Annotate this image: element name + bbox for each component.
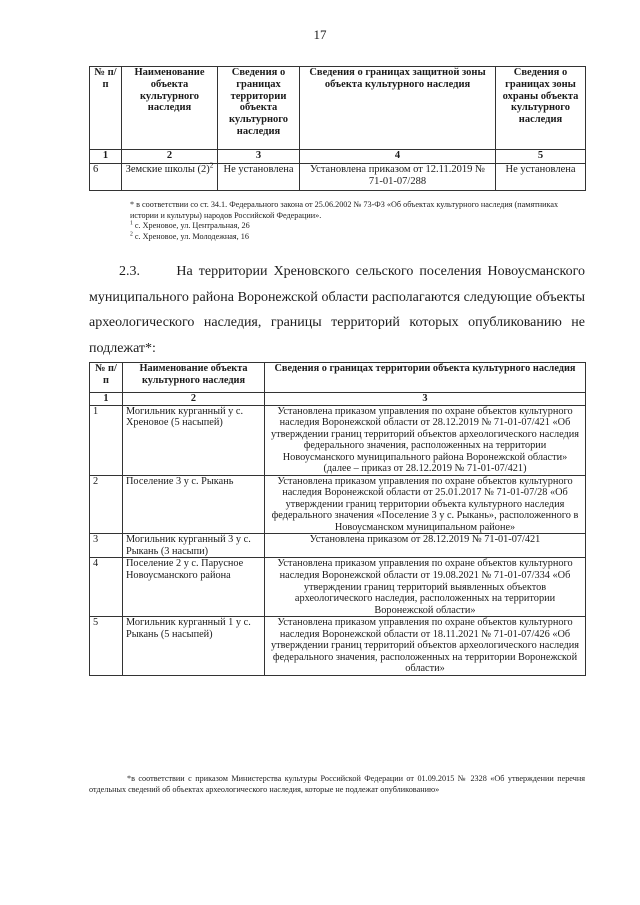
territory-cell: Установлена приказом управления по охране объектов культурного наследия Воронежской области от 19.08.2021 № 71-01-07/334 «Об утверждении границ территорий выявленных объектов археологического наследия, расположенных на территории Воронежской области» <box>265 558 586 617</box>
footnote-text: *в соответствии с приказом Министерства культуры Российской Федерации от 01.09.2015 № 2328 «Об утверждении перечня отдельных сведений об объектах археологического наследия, которые не подлежат опубликованию» <box>89 774 585 795</box>
section-number: 2.3. <box>119 264 140 279</box>
section-paragraph <box>89 259 585 361</box>
footnote-2 <box>102 232 588 243</box>
territory-cell: Установлена приказом управления по охране объектов культурного наследия Воронежской области от 25.01.2017 № 71-01-07/28 «Об утверждении границ территории объекта культурного наследия федерального значения «Поселение 3 у с. Рыкань», расположенного в Новоусманском муниципальном районе» <box>265 475 586 534</box>
column-header-protection-zone: Сведения о границах зоны охраны объекта культурного наследия <box>496 67 586 150</box>
column-number-row <box>90 150 586 164</box>
column-number: 2 <box>122 150 218 164</box>
footnote-1 <box>102 221 588 232</box>
row-number: 6 <box>90 164 122 191</box>
row-number: 3 <box>90 534 123 558</box>
territory-cell: Установлена приказом от 28.12.2019 № 71-01-07/421 <box>265 534 586 558</box>
table2-footnote <box>89 773 585 795</box>
object-name-cell: Поселение 3 у с. Рыкань <box>123 475 265 534</box>
footnote-marker: 2 <box>209 160 214 170</box>
row-number: 5 <box>90 617 123 676</box>
row-number: 2 <box>90 475 123 534</box>
footnote-text: с. Хреновое, ул. Центральная, 26 <box>132 221 250 231</box>
column-number: 3 <box>218 150 300 164</box>
footnote-marker: 1 <box>130 220 133 227</box>
table-row <box>90 617 586 676</box>
territory-cell: Не установлена <box>218 164 300 191</box>
row-number: 1 <box>90 405 123 475</box>
column-number: 3 <box>265 393 586 406</box>
column-number: 4 <box>300 150 496 164</box>
table-header-row <box>90 67 586 150</box>
object-name-cell: Могильник курганный 1 у с. Рыкань (5 насыпей) <box>123 617 265 676</box>
object-name-cell <box>122 160 218 191</box>
column-number: 1 <box>90 393 123 406</box>
protective-zone-cell: Установлена приказом от 12.11.2019 № 71-01-07/288 <box>300 164 496 191</box>
table-row <box>90 475 586 534</box>
table-row <box>90 405 586 475</box>
table-header-row <box>90 363 586 393</box>
column-number: 2 <box>123 393 265 406</box>
column-header-name: Наименование объекта культурного наследия <box>123 363 265 393</box>
column-header-territory: Сведения о границах территории объекта культурного наследия <box>265 363 586 393</box>
archaeological-objects-table <box>89 362 586 676</box>
page-number: 17 <box>313 27 327 42</box>
column-header-number: № п/п <box>90 67 122 150</box>
column-number-row <box>90 393 586 406</box>
table-row <box>90 534 586 558</box>
object-name-cell: Могильник курганный у с. Хреновое (5 насыпей) <box>123 405 265 475</box>
territory-cell: Установлена приказом управления по охране объектов культурного наследия Воронежской области от 18.11.2021 № 71-01-07/426 «Об утверждении границ территорий объектов археологического наследия федерального значения, расположенных на территории Воронежской области» <box>265 617 586 676</box>
column-number: 1 <box>90 150 122 164</box>
object-name-cell: Поселение 2 у с. Парусное Новоусманского района <box>123 558 265 617</box>
footnote-main: * в соответствии со ст. 34.1. Федерального закона от 25.06.2002 № 73-ФЗ «Об объектах культурного наследия (памятниках истории и культуры) народов Российской Федерации». <box>130 200 559 220</box>
table1-footnotes <box>102 200 588 243</box>
object-name: Земские школы (2) <box>125 164 210 175</box>
section-text: На территории Хреновского сельского поселения Новоусманского муниципального района Воронежской области располагаются следующие объекты археологического наследия, границы территорий которых опубликованию не подлежат*: <box>89 264 585 356</box>
protection-zone-cell: Не установлена <box>496 164 586 191</box>
column-number: 5 <box>496 150 586 164</box>
column-header-name: Наименование объекта культурного наследия <box>122 67 218 150</box>
table-row <box>90 164 586 191</box>
row-number: 4 <box>90 558 123 617</box>
section-text-block <box>89 259 585 361</box>
territory-cell: Установлена приказом управления по охране объектов культурного наследия Воронежской области от 28.12.2019 № 71-01-07/421 «Об утверждении границ территорий объектов археологического наследия федерального значения, расположенных на территории Новоусманского муниципального района Воронежской области» (далее – приказ от 28.12.2019 № 71-01-07/421) <box>265 405 586 475</box>
object-name-cell: Могильник курганный 3 у с. Рыкань (3 насыпи) <box>123 534 265 558</box>
column-header-territory: Сведения о границах территории объекта культурного наследия <box>218 67 300 150</box>
table-row <box>90 558 586 617</box>
footnote-marker: 2 <box>130 231 133 238</box>
column-header-protective-zone: Сведения о границах защитной зоны объекта культурного наследия <box>300 67 496 150</box>
heritage-objects-table <box>89 66 586 191</box>
footnote-text: с. Хреновое, ул. Молодежная, 16 <box>132 231 249 241</box>
column-header-number: № п/п <box>90 363 123 393</box>
